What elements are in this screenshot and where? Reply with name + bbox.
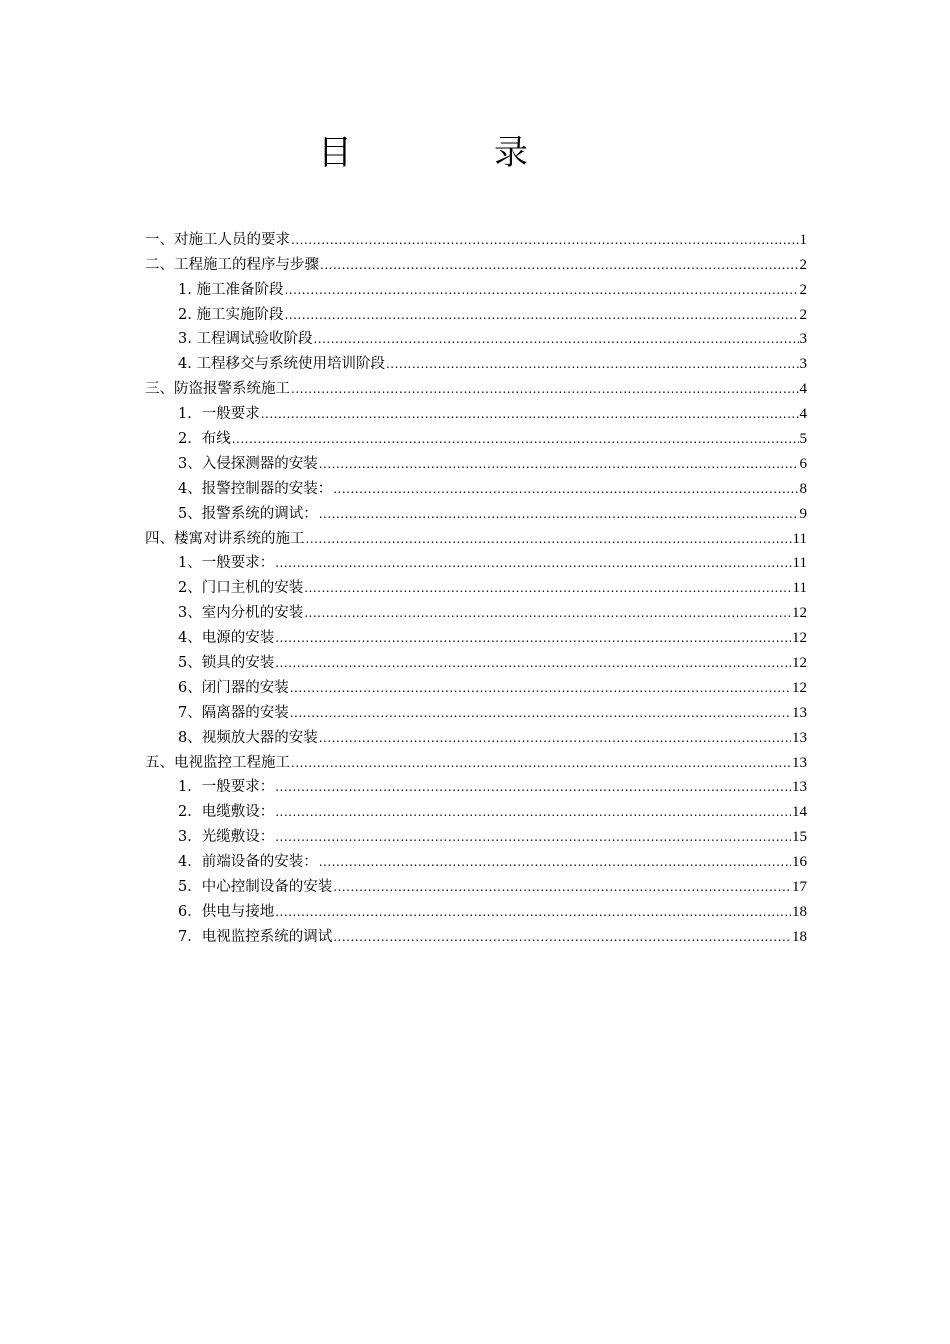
dot-leader xyxy=(386,354,799,374)
toc-subentry[interactable] xyxy=(145,449,807,474)
dot-leader xyxy=(333,877,791,897)
dot-leader xyxy=(275,802,791,822)
toc-page-number: 13 xyxy=(792,729,807,746)
toc-entry-title: 2、门口主机的安装 xyxy=(178,580,304,597)
toc-entry-title: 1. 施工准备阶段 xyxy=(178,281,284,298)
toc-page-number: 11 xyxy=(792,555,807,572)
toc-subentry[interactable] xyxy=(145,648,807,673)
toc-subentry[interactable] xyxy=(145,673,807,698)
toc-page-number: 2 xyxy=(799,306,807,323)
dot-leader xyxy=(319,852,791,872)
toc-entry-title: 3．光缆敷设： xyxy=(178,829,275,846)
toc-entry-title: 5．中心控制设备的安装 xyxy=(178,879,333,896)
toc-subentry[interactable] xyxy=(145,474,807,499)
dot-leader xyxy=(284,305,798,325)
toc-page-number: 14 xyxy=(792,804,807,821)
dot-leader xyxy=(333,927,791,947)
toc-page-number: 16 xyxy=(792,854,807,871)
toc-entry-title: 6．供电与接地 xyxy=(178,903,275,920)
toc-subentry[interactable] xyxy=(145,773,807,798)
toc-entry-title: 5、锁具的安装 xyxy=(178,655,275,672)
toc-page-number: 12 xyxy=(792,679,807,696)
toc-entry-title: 4、电源的安装 xyxy=(178,630,275,647)
toc-page-number: 5 xyxy=(799,431,807,448)
toc-entry-title: 2. 施工实施阶段 xyxy=(178,306,284,323)
dot-leader xyxy=(275,902,791,922)
toc-page-number: 17 xyxy=(792,879,807,896)
toc-entry-title: 7．电视监控系统的调试 xyxy=(178,928,333,945)
toc-page-number: 13 xyxy=(792,754,807,771)
toc-entry-title: 4．前端设备的安装： xyxy=(178,854,318,871)
dot-leader xyxy=(275,628,791,648)
toc-subentry[interactable] xyxy=(145,698,807,723)
dot-leader xyxy=(275,553,791,573)
toc-entry-title: 1、一般要求： xyxy=(178,555,275,572)
dot-leader xyxy=(275,777,791,797)
toc-entry-title: 4. 工程移交与系统使用培训阶段 xyxy=(178,356,385,373)
page-title xyxy=(318,128,528,178)
toc-entry-title: 四、楼寓对讲系统的施工 xyxy=(145,530,305,547)
dot-leader xyxy=(291,379,799,399)
toc-subentry[interactable] xyxy=(145,300,807,325)
toc-entry-title: 2．布线 xyxy=(178,431,231,448)
toc-subentry[interactable] xyxy=(145,598,807,623)
dot-leader xyxy=(291,753,791,773)
toc-subentry[interactable] xyxy=(145,349,807,374)
dot-leader xyxy=(319,728,791,748)
dot-leader xyxy=(319,454,799,474)
dot-leader xyxy=(284,280,798,300)
toc-page-number: 3 xyxy=(799,331,807,348)
toc-page-number: 3 xyxy=(799,356,807,373)
toc-page-number: 12 xyxy=(792,605,807,622)
toc-page-number: 2 xyxy=(799,281,807,298)
toc-page-number: 12 xyxy=(792,630,807,647)
toc-page-number: 18 xyxy=(792,903,807,920)
toc-page-number: 11 xyxy=(792,580,807,597)
toc-subentry[interactable] xyxy=(145,822,807,847)
toc-subentry[interactable] xyxy=(145,797,807,822)
toc-entry[interactable] xyxy=(145,250,807,275)
toc-page-number: 9 xyxy=(799,505,807,522)
toc-entry-title: 8、视频放大器的安装 xyxy=(178,729,318,746)
toc-subentry[interactable] xyxy=(145,847,807,872)
toc-subentry[interactable] xyxy=(145,399,807,424)
toc-entry-title: 2．电缆敷设： xyxy=(178,804,275,821)
toc-page-number: 18 xyxy=(792,928,807,945)
toc-subentry[interactable] xyxy=(145,573,807,598)
toc-subentry[interactable] xyxy=(145,897,807,922)
dot-leader xyxy=(261,404,799,424)
toc-entry-title: 6、闭门器的安装 xyxy=(178,679,289,696)
dot-leader xyxy=(275,827,791,847)
dot-leader xyxy=(232,429,799,449)
toc-entry-title: 5、报警系统的调试： xyxy=(178,505,318,522)
toc-subentry[interactable] xyxy=(145,325,807,350)
toc-entry-title: 1．一般要求： xyxy=(178,779,275,796)
toc-page-number: 6 xyxy=(799,455,807,472)
toc-page-number: 12 xyxy=(792,655,807,672)
toc-subentry[interactable] xyxy=(145,275,807,300)
dot-leader xyxy=(291,230,799,250)
toc-entry-title: 三、防盗报警系统施工 xyxy=(145,381,290,398)
toc-entry-title: 五、电视监控工程施工 xyxy=(145,754,290,771)
dot-leader xyxy=(306,529,792,549)
toc-entry[interactable] xyxy=(145,374,807,399)
dot-leader xyxy=(304,578,791,598)
toc-page-number: 8 xyxy=(799,480,807,497)
toc-entry-title: 3. 工程调试验收阶段 xyxy=(178,331,313,348)
toc-subentry[interactable] xyxy=(145,424,807,449)
toc-page-number: 11 xyxy=(792,530,807,547)
toc-entry-title: 3、入侵探测器的安装 xyxy=(178,455,318,472)
toc-page-number: 13 xyxy=(792,779,807,796)
toc-entry-title: 二、工程施工的程序与步骤 xyxy=(145,256,319,273)
dot-leader xyxy=(290,703,791,723)
toc-page-number: 13 xyxy=(792,704,807,721)
table-of-contents xyxy=(145,225,807,947)
dot-leader xyxy=(333,479,798,499)
toc-entry[interactable] xyxy=(145,748,807,773)
dot-leader xyxy=(275,653,791,673)
title-char-1: 目 xyxy=(318,133,352,173)
toc-page-number: 1 xyxy=(799,231,807,248)
toc-entry-title: 4、报警控制器的安装： xyxy=(178,480,333,497)
dot-leader xyxy=(320,255,799,275)
title-char-2: 录 xyxy=(494,133,528,173)
toc-entry-title: 一、对施工人员的要求 xyxy=(145,231,290,248)
toc-subentry[interactable] xyxy=(145,623,807,648)
toc-subentry[interactable] xyxy=(145,549,807,574)
toc-page-number: 15 xyxy=(792,829,807,846)
toc-entry-title: 1．一般要求 xyxy=(178,406,260,423)
toc-subentry[interactable] xyxy=(145,499,807,524)
toc-entry-title: 3、室内分机的安装 xyxy=(178,605,304,622)
toc-page-number: 2 xyxy=(799,256,807,273)
dot-leader xyxy=(313,329,798,349)
toc-page-number: 4 xyxy=(799,381,807,398)
toc-entry[interactable] xyxy=(145,225,807,250)
toc-entry[interactable] xyxy=(145,524,807,549)
toc-subentry[interactable] xyxy=(145,922,807,947)
dot-leader xyxy=(319,504,799,524)
toc-subentry[interactable] xyxy=(145,872,807,897)
toc-subentry[interactable] xyxy=(145,723,807,748)
toc-page-number: 4 xyxy=(799,406,807,423)
toc-entry-title: 7、隔离器的安装 xyxy=(178,704,289,721)
dot-leader xyxy=(304,603,791,623)
dot-leader xyxy=(290,678,791,698)
